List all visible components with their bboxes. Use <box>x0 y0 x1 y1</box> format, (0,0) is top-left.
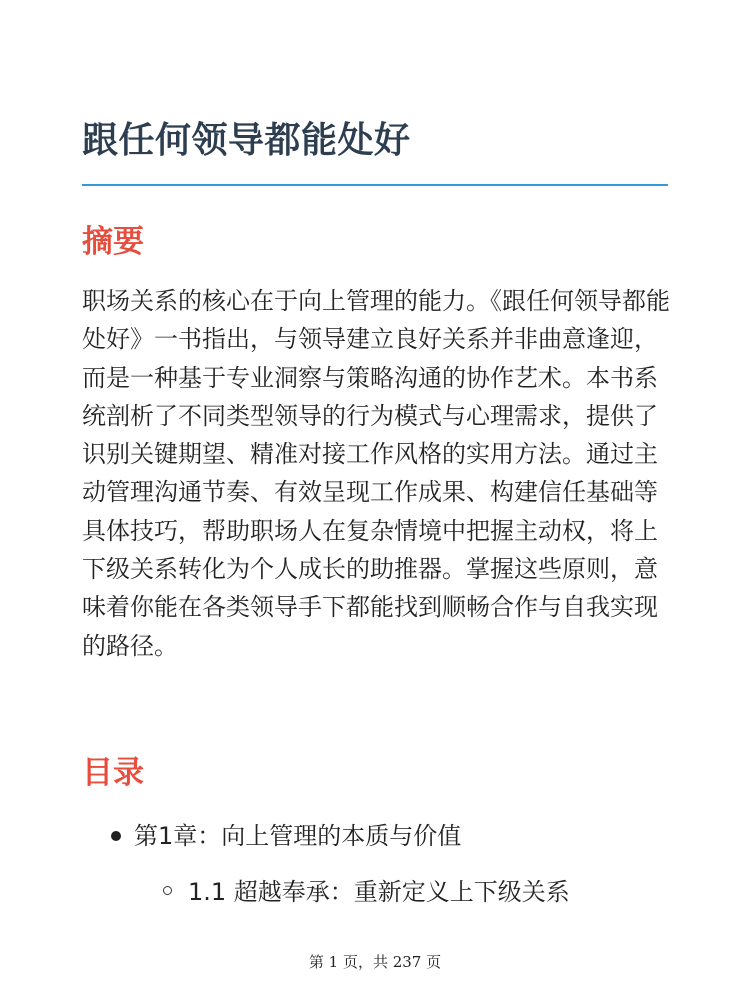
document-title: 跟任何领导都能处好 <box>82 120 411 161</box>
toc-heading: 目录 <box>82 755 144 791</box>
title-divider <box>82 184 668 186</box>
summary-heading: 摘要 <box>82 224 144 260</box>
summary-paragraph: 职场关系的核心在于向上管理的能力。《跟任何领导都能处好》一书指出，与领导建立良好关系并非曲意逢迎，而是一种基于专业洞察与策略沟通的协作艺术。本书系统剖析了不同类型领导的行为模式与心理需求，提供了识别关键期望、精准对接工作风格的实用方法。通过主动管理沟通节奏、有效呈现工作成果、构建信任基础等具体技巧，帮助职场人在复杂情境中把握主动权，将上下级关系转化为个人成长的助推器。掌握这些原则，意味着你能在各类领导手下都能找到顺畅合作与自我实现的路径。 <box>82 287 670 660</box>
toc-item-section-1-1[interactable]: 1.1 超越奉承：重新定义上下级关系 <box>188 878 570 906</box>
bullet-disc-icon <box>111 831 121 841</box>
toc-item-chapter-1[interactable]: 第1章：向上管理的本质与价值 <box>134 822 462 850</box>
page-footer: 第 1 页，共 237 页 <box>308 953 442 971</box>
bullet-circle-icon <box>163 886 172 895</box>
